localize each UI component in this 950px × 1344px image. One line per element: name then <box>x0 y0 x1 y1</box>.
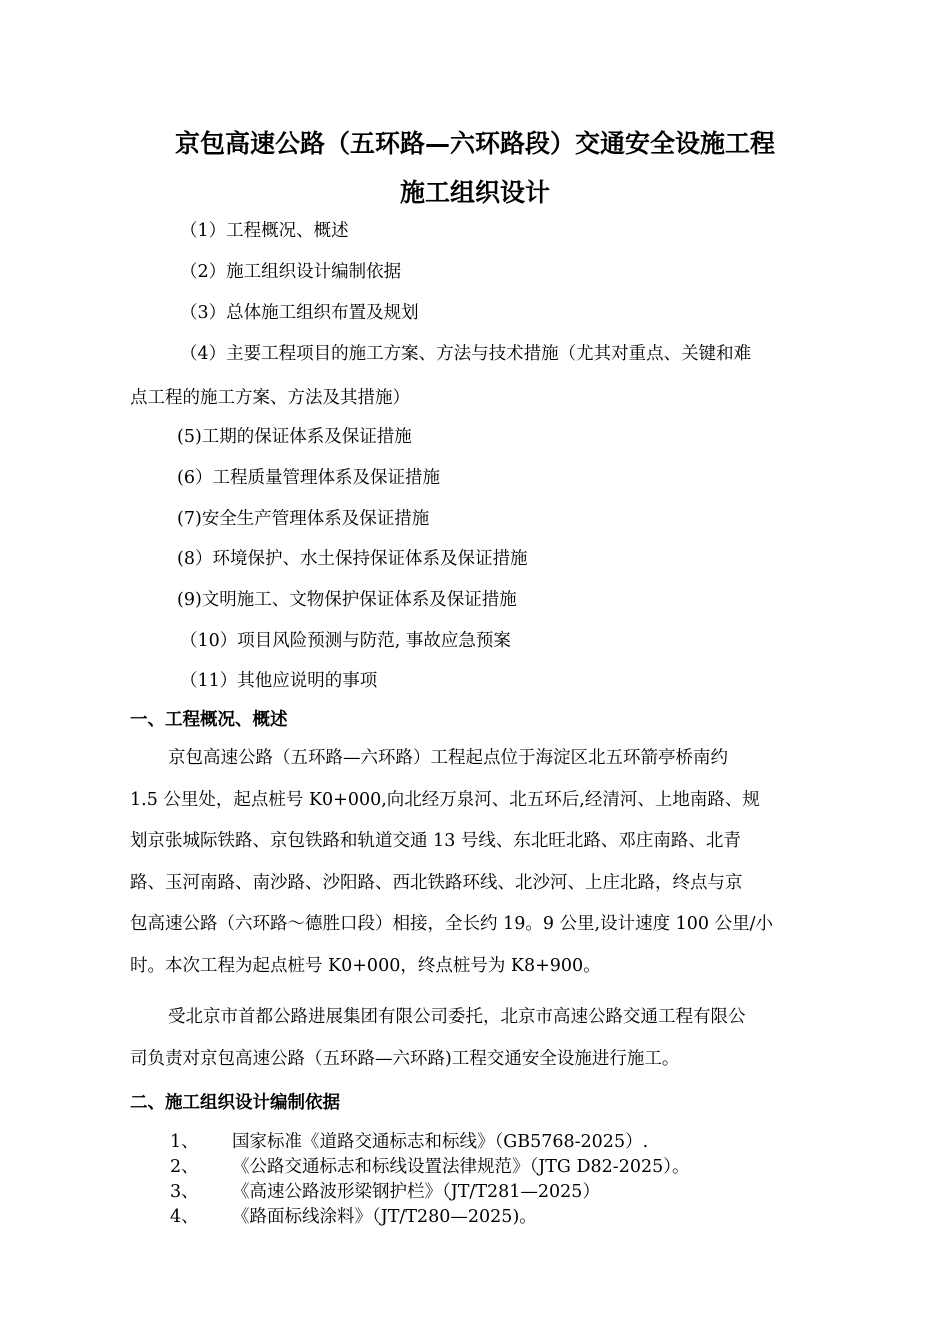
toc-item: （4）主要工程项目的施工方案、方法与技术措施（尤其对重点、关键和难 <box>180 344 752 364</box>
list-item-number: 2、 <box>170 1157 199 1177</box>
paragraph <box>130 738 806 987</box>
toc-item: （11）其他应说明的事项 <box>180 671 378 691</box>
paragraph-line: 划京张城际铁路、京包铁路和轨道交通 13 号线、东北旺北路、邓庄南路、北青 <box>130 831 741 851</box>
toc-item: (9)文明施工、文物保护保证体系及保证措施 <box>177 590 517 610</box>
toc-item: (6）工程质量管理体系及保证措施 <box>177 468 440 488</box>
list-item <box>170 1129 689 1154</box>
paragraph-line: 京包高速公路（五环路—六环路）工程起点位于海淀区北五环箭亭桥南约 <box>168 748 728 768</box>
list-item-number: 4、 <box>170 1207 199 1227</box>
toc-item: (7)安全生产管理体系及保证措施 <box>177 509 430 529</box>
list-item-number: 1、 <box>170 1132 199 1152</box>
paragraph-line: 时。本次工程为起点桩号 K0+000，终点桩号为 K8+900。 <box>130 955 601 976</box>
reference-list <box>170 1129 689 1229</box>
paragraph-line: 受北京市首都公路进展集团有限公司委托，北京市高速公路交通工程有限公 <box>168 1007 746 1027</box>
document-title: 京包高速公路（五环路—六环路段）交通安全设施工程 <box>174 129 775 158</box>
paragraph-line: 路、玉河南路、南沙路、沙阳路、西北铁路环线、北沙河、上庄北路，终点与京 <box>130 872 743 893</box>
paragraph-line: 司负责对京包高速公路（五环路—六环路)工程交通安全设施进行施工。 <box>130 1048 680 1069</box>
toc-item: （3）总体施工组织布置及规划 <box>180 303 419 323</box>
section-heading: 一、工程概况、概述 <box>130 710 288 730</box>
toc-item: （1）工程概况、概述 <box>180 221 349 241</box>
toc-item: (8）环境保护、水土保持保证体系及保证措施 <box>177 549 528 569</box>
list-item-text: 《公路交通标志和标线设置法律规范》（JTG D82-2025）。 <box>232 1157 690 1177</box>
document-subtitle: 施工组织设计 <box>399 178 550 207</box>
list-item-text: 国家标准《道路交通标志和标线》（GB5768-2025）. <box>232 1132 649 1152</box>
toc-item: 点工程的施工方案、方法及其措施） <box>130 388 410 408</box>
list-item-number: 3、 <box>170 1182 199 1202</box>
list-item <box>170 1154 689 1179</box>
toc-item: （10）项目风险预测与防范, 事故应急预案 <box>180 631 511 651</box>
section-heading: 二、施工组织设计编制依据 <box>130 1093 340 1113</box>
list-item-text: 《高速公路波形梁钢护栏》（JT/T281—2025） <box>232 1182 600 1202</box>
toc-item: （2）施工组织设计编制依据 <box>180 262 402 282</box>
paragraph-line: 1.5 公里处，起点桩号 K0+000,向北经万泉河、北五环后,经清河、上地南路、规 <box>130 789 760 810</box>
list-item <box>170 1179 689 1204</box>
list-item <box>170 1204 689 1229</box>
paragraph-line: 包高速公路（六环路～德胜口段）相接，全长约 19。9 公里,设计速度 100 公里/小 <box>130 914 774 934</box>
paragraph <box>130 997 806 1080</box>
list-item-text: 《路面标线涂料》（JT/T280—2025)。 <box>232 1207 537 1227</box>
toc-item: (5)工期的保证体系及保证措施 <box>177 427 412 447</box>
